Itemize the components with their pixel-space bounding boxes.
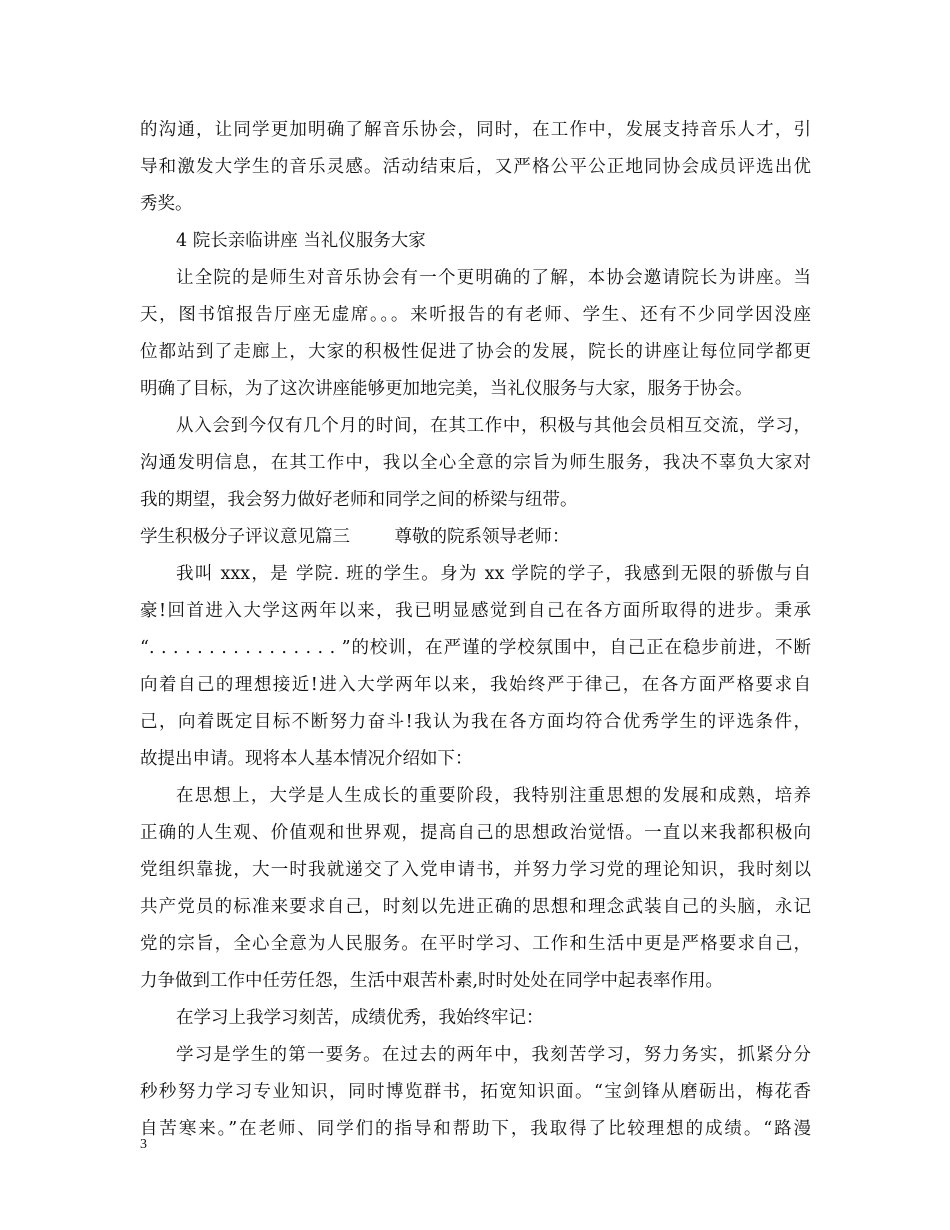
text-line: 的沟通，让同学更加明确了解音乐协会，同时，在工作中，发展支持音乐人才，引	[140, 120, 811, 140]
text-line: 从入会到今仅有几个月的时间，在其工作中，积极与其他会员相互交流，学习，	[176, 416, 811, 436]
text-line: 故提出申请。现将本人基本情况介绍如下：	[140, 749, 473, 769]
text-line: 明确了目标，为了这次讲座能够更加地完美，当礼仪服务与大家，服务于协会。	[140, 379, 753, 399]
text-line: 天，图书馆报告厅座无虚席。。。来听报告的有老师、学生、还有不少同学因没座	[140, 305, 811, 325]
text-line: 正确的人生观、价值观和世界观，提高自己的思想政治觉悟。一直以来我都积极向	[140, 823, 811, 843]
text-line: 自苦寒来。”在老师、同学们的指导和帮助下，我取得了比较理想的成绩。“路漫	[140, 1119, 811, 1139]
page-number: 3	[140, 1137, 147, 1152]
text-line: 位都站到了走廊上，大家的积极性促进了协会的发展，院长的讲座让每位同学都更	[140, 342, 811, 362]
text-line: 豪!回首进入大学这两年以来，我已明显感觉到自己在各方面所取得的进步。秉承	[140, 601, 811, 621]
section-heading: 学生积极分子评议意见篇三 尊敬的院系领导老师：	[140, 527, 570, 547]
text-line: 学习是学生的第一要务。在过去的两年中，我刻苦学习，努力务实，抓紧分分	[176, 1045, 811, 1065]
text-line: 秒秒努力学习专业知识，同时博览群书，拓宽知识面。“宝剑锋从磨砺出，梅花香	[140, 1082, 811, 1102]
text-line: 向着自己的理想接近!进入大学两年以来，我始终严于律己，在各方面严格要求自	[140, 675, 811, 695]
text-line: 力争做到工作中任劳任怨，生活中艰苦朴素,时时处处在同学中起表率作用。	[140, 971, 724, 991]
text-line: 沟通发明信息，在其工作中，我以全心全意的宗旨为师生服务，我决不辜负大家对	[140, 453, 811, 473]
text-line: 在思想上，大学是人生成长的重要阶段，我特别注重思想的发展和成熟，培养	[176, 786, 811, 806]
text-line: 共产党员的标准来要求自己，时刻以先进正确的思想和理念武装自己的头脑，永记	[140, 897, 811, 917]
text-line: 己，向着既定目标不断努力奋斗!我认为我在各方面均符合优秀学生的评选条件，	[140, 712, 811, 732]
section-heading: 4 院长亲临讲座 当礼仪服务大家	[176, 231, 426, 251]
text-line: “. . . . . . . . . . . . . . . . ”的校训，在严谨的学校氛围中，自己正在稳步前进，不断	[140, 638, 811, 658]
text-line: 秀奖。	[140, 194, 193, 214]
text-line: 党组织靠拢，大一时我就递交了入党申请书，并努力学习党的理论知识，我时刻以	[140, 860, 811, 880]
text-line: 党的宗旨，全心全意为人民服务。在平时学习、工作和生活中更是严格要求自己，	[140, 934, 811, 954]
text-line: 我叫 xxx，是 学院. 班的学生。身为 xx 学院的学子，我感到无限的骄傲与自	[176, 564, 811, 584]
text-line: 导和激发大学生的音乐灵感。活动结束后，又严格公平公正地同协会成员评选出优	[140, 157, 811, 177]
text-line: 让全院的是师生对音乐协会有一个更明确的了解，本协会邀请院长为讲座。当	[176, 268, 811, 288]
text-line: 我的期望，我会努力做好老师和同学之间的桥梁与纽带。	[140, 490, 578, 510]
text-line: 在学习上我学习刻苦，成绩优秀，我始终牢记：	[176, 1008, 544, 1028]
